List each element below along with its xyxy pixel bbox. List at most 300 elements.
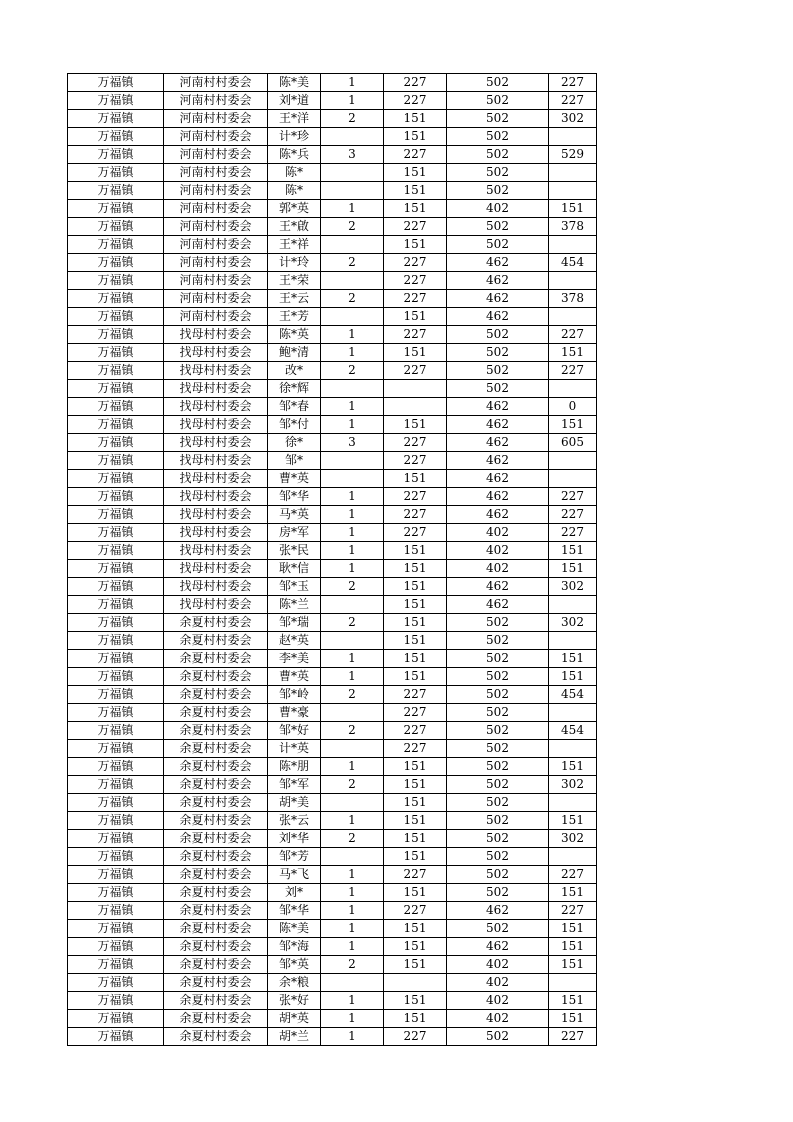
value-b-cell: 402 bbox=[447, 956, 549, 974]
name-cell: 胡*英 bbox=[268, 1010, 321, 1028]
value-a-cell: 151 bbox=[384, 992, 447, 1010]
name-cell: 余*粮 bbox=[268, 974, 321, 992]
town-cell: 万福镇 bbox=[68, 470, 164, 488]
total-cell: 151 bbox=[549, 956, 597, 974]
value-b-cell: 502 bbox=[447, 182, 549, 200]
value-a-cell: 151 bbox=[384, 128, 447, 146]
total-cell: 302 bbox=[549, 776, 597, 794]
table-row bbox=[68, 416, 597, 434]
count-cell bbox=[321, 596, 384, 614]
value-b-cell: 502 bbox=[447, 920, 549, 938]
value-a-cell: 227 bbox=[384, 902, 447, 920]
town-cell: 万福镇 bbox=[68, 488, 164, 506]
town-cell: 万福镇 bbox=[68, 254, 164, 272]
value-b-cell: 462 bbox=[447, 416, 549, 434]
table-row bbox=[68, 146, 597, 164]
value-a-cell: 227 bbox=[384, 866, 447, 884]
total-cell: 151 bbox=[549, 416, 597, 434]
town-cell: 万福镇 bbox=[68, 182, 164, 200]
village-cell: 余夏村村委会 bbox=[164, 1028, 268, 1046]
count-cell bbox=[321, 164, 384, 182]
name-cell: 曹*英 bbox=[268, 470, 321, 488]
value-a-cell: 151 bbox=[384, 758, 447, 776]
total-cell: 454 bbox=[549, 686, 597, 704]
village-cell: 余夏村村委会 bbox=[164, 632, 268, 650]
town-cell: 万福镇 bbox=[68, 110, 164, 128]
name-cell: 胡*兰 bbox=[268, 1028, 321, 1046]
name-cell: 邹*华 bbox=[268, 902, 321, 920]
value-b-cell: 502 bbox=[447, 92, 549, 110]
village-cell: 找母村村委会 bbox=[164, 542, 268, 560]
town-cell: 万福镇 bbox=[68, 434, 164, 452]
value-b-cell: 502 bbox=[447, 848, 549, 866]
town-cell: 万福镇 bbox=[68, 164, 164, 182]
value-a-cell: 227 bbox=[384, 326, 447, 344]
village-cell: 河南村村委会 bbox=[164, 146, 268, 164]
table-row bbox=[68, 578, 597, 596]
table-row bbox=[68, 128, 597, 146]
table-row bbox=[68, 470, 597, 488]
name-cell: 王*芳 bbox=[268, 308, 321, 326]
town-cell: 万福镇 bbox=[68, 812, 164, 830]
value-b-cell: 502 bbox=[447, 362, 549, 380]
table-row bbox=[68, 398, 597, 416]
count-cell: 1 bbox=[321, 650, 384, 668]
value-b-cell: 462 bbox=[447, 290, 549, 308]
village-cell: 余夏村村委会 bbox=[164, 830, 268, 848]
name-cell: 李*美 bbox=[268, 650, 321, 668]
value-a-cell: 227 bbox=[384, 218, 447, 236]
value-a-cell: 227 bbox=[384, 488, 447, 506]
count-cell: 1 bbox=[321, 74, 384, 92]
town-cell: 万福镇 bbox=[68, 578, 164, 596]
village-cell: 找母村村委会 bbox=[164, 326, 268, 344]
town-cell: 万福镇 bbox=[68, 92, 164, 110]
value-a-cell: 151 bbox=[384, 236, 447, 254]
count-cell: 1 bbox=[321, 1028, 384, 1046]
name-cell: 改* bbox=[268, 362, 321, 380]
village-cell: 找母村村委会 bbox=[164, 344, 268, 362]
village-cell: 余夏村村委会 bbox=[164, 956, 268, 974]
table-row bbox=[68, 956, 597, 974]
total-cell: 227 bbox=[549, 506, 597, 524]
count-cell: 1 bbox=[321, 992, 384, 1010]
village-cell: 余夏村村委会 bbox=[164, 974, 268, 992]
name-cell: 房*军 bbox=[268, 524, 321, 542]
value-a-cell: 227 bbox=[384, 74, 447, 92]
name-cell: 邹*岭 bbox=[268, 686, 321, 704]
name-cell: 郭*英 bbox=[268, 200, 321, 218]
town-cell: 万福镇 bbox=[68, 668, 164, 686]
name-cell: 刘* bbox=[268, 884, 321, 902]
value-a-cell: 227 bbox=[384, 686, 447, 704]
town-cell: 万福镇 bbox=[68, 884, 164, 902]
table-row bbox=[68, 866, 597, 884]
value-b-cell: 502 bbox=[447, 704, 549, 722]
count-cell: 2 bbox=[321, 362, 384, 380]
value-b-cell: 502 bbox=[447, 1028, 549, 1046]
count-cell: 1 bbox=[321, 92, 384, 110]
total-cell: 227 bbox=[549, 902, 597, 920]
table-row bbox=[68, 452, 597, 470]
town-cell: 万福镇 bbox=[68, 956, 164, 974]
village-cell: 找母村村委会 bbox=[164, 470, 268, 488]
value-a-cell: 227 bbox=[384, 362, 447, 380]
name-cell: 邹*付 bbox=[268, 416, 321, 434]
value-a-cell: 151 bbox=[384, 308, 447, 326]
table-row bbox=[68, 758, 597, 776]
value-a-cell: 227 bbox=[384, 722, 447, 740]
town-cell: 万福镇 bbox=[68, 704, 164, 722]
total-cell bbox=[549, 596, 597, 614]
village-cell: 找母村村委会 bbox=[164, 578, 268, 596]
table-row bbox=[68, 182, 597, 200]
town-cell: 万福镇 bbox=[68, 218, 164, 236]
village-cell: 余夏村村委会 bbox=[164, 668, 268, 686]
value-a-cell: 227 bbox=[384, 524, 447, 542]
name-cell: 王*云 bbox=[268, 290, 321, 308]
total-cell: 151 bbox=[549, 668, 597, 686]
value-b-cell: 502 bbox=[447, 776, 549, 794]
town-cell: 万福镇 bbox=[68, 722, 164, 740]
value-b-cell: 462 bbox=[447, 434, 549, 452]
village-cell: 河南村村委会 bbox=[164, 272, 268, 290]
town-cell: 万福镇 bbox=[68, 452, 164, 470]
town-cell: 万福镇 bbox=[68, 848, 164, 866]
value-b-cell: 502 bbox=[447, 146, 549, 164]
count-cell: 1 bbox=[321, 938, 384, 956]
value-b-cell: 502 bbox=[447, 164, 549, 182]
name-cell: 邹*英 bbox=[268, 956, 321, 974]
count-cell: 2 bbox=[321, 776, 384, 794]
table-row bbox=[68, 992, 597, 1010]
table-row bbox=[68, 560, 597, 578]
town-cell: 万福镇 bbox=[68, 686, 164, 704]
table-row bbox=[68, 920, 597, 938]
table-row bbox=[68, 722, 597, 740]
count-cell: 1 bbox=[321, 488, 384, 506]
value-b-cell: 502 bbox=[447, 344, 549, 362]
table-row bbox=[68, 650, 597, 668]
value-b-cell: 502 bbox=[447, 128, 549, 146]
value-a-cell: 151 bbox=[384, 668, 447, 686]
value-a-cell: 227 bbox=[384, 506, 447, 524]
name-cell: 曹*豪 bbox=[268, 704, 321, 722]
table-row bbox=[68, 632, 597, 650]
name-cell: 邹*玉 bbox=[268, 578, 321, 596]
value-b-cell: 462 bbox=[447, 452, 549, 470]
town-cell: 万福镇 bbox=[68, 938, 164, 956]
village-cell: 河南村村委会 bbox=[164, 182, 268, 200]
name-cell: 陈* bbox=[268, 182, 321, 200]
village-cell: 找母村村委会 bbox=[164, 434, 268, 452]
value-a-cell: 227 bbox=[384, 272, 447, 290]
value-a-cell: 227 bbox=[384, 434, 447, 452]
value-a-cell: 227 bbox=[384, 452, 447, 470]
count-cell: 2 bbox=[321, 254, 384, 272]
value-b-cell: 502 bbox=[447, 722, 549, 740]
value-b-cell: 462 bbox=[447, 578, 549, 596]
town-cell: 万福镇 bbox=[68, 776, 164, 794]
town-cell: 万福镇 bbox=[68, 506, 164, 524]
count-cell: 1 bbox=[321, 344, 384, 362]
town-cell: 万福镇 bbox=[68, 146, 164, 164]
value-a-cell: 151 bbox=[384, 470, 447, 488]
total-cell: 378 bbox=[549, 290, 597, 308]
town-cell: 万福镇 bbox=[68, 614, 164, 632]
total-cell bbox=[549, 380, 597, 398]
table-row bbox=[68, 614, 597, 632]
town-cell: 万福镇 bbox=[68, 398, 164, 416]
name-cell: 张*好 bbox=[268, 992, 321, 1010]
town-cell: 万福镇 bbox=[68, 128, 164, 146]
name-cell: 张*云 bbox=[268, 812, 321, 830]
value-b-cell: 502 bbox=[447, 830, 549, 848]
count-cell bbox=[321, 272, 384, 290]
count-cell: 3 bbox=[321, 146, 384, 164]
count-cell bbox=[321, 380, 384, 398]
count-cell bbox=[321, 794, 384, 812]
village-cell: 河南村村委会 bbox=[164, 308, 268, 326]
table-row bbox=[68, 704, 597, 722]
count-cell: 1 bbox=[321, 524, 384, 542]
total-cell: 151 bbox=[549, 200, 597, 218]
name-cell: 邹*瑞 bbox=[268, 614, 321, 632]
total-cell: 151 bbox=[549, 1010, 597, 1028]
count-cell: 1 bbox=[321, 560, 384, 578]
village-cell: 余夏村村委会 bbox=[164, 722, 268, 740]
total-cell: 378 bbox=[549, 218, 597, 236]
name-cell: 王*洋 bbox=[268, 110, 321, 128]
village-cell: 找母村村委会 bbox=[164, 506, 268, 524]
table-row bbox=[68, 1010, 597, 1028]
value-a-cell: 151 bbox=[384, 1010, 447, 1028]
table-row bbox=[68, 596, 597, 614]
table-row bbox=[68, 110, 597, 128]
total-cell: 227 bbox=[549, 326, 597, 344]
village-cell: 余夏村村委会 bbox=[164, 794, 268, 812]
village-cell: 河南村村委会 bbox=[164, 74, 268, 92]
name-cell: 刘*道 bbox=[268, 92, 321, 110]
village-cell: 余夏村村委会 bbox=[164, 686, 268, 704]
total-cell: 605 bbox=[549, 434, 597, 452]
total-cell: 151 bbox=[549, 812, 597, 830]
count-cell bbox=[321, 470, 384, 488]
value-a-cell: 151 bbox=[384, 164, 447, 182]
value-b-cell: 502 bbox=[447, 686, 549, 704]
total-cell: 151 bbox=[549, 560, 597, 578]
name-cell: 陈* bbox=[268, 164, 321, 182]
value-b-cell: 462 bbox=[447, 938, 549, 956]
value-a-cell: 151 bbox=[384, 416, 447, 434]
value-b-cell: 502 bbox=[447, 866, 549, 884]
total-cell: 227 bbox=[549, 524, 597, 542]
total-cell: 227 bbox=[549, 92, 597, 110]
name-cell: 赵*英 bbox=[268, 632, 321, 650]
table-row bbox=[68, 542, 597, 560]
village-cell: 余夏村村委会 bbox=[164, 650, 268, 668]
village-cell: 余夏村村委会 bbox=[164, 992, 268, 1010]
count-cell bbox=[321, 632, 384, 650]
village-cell: 余夏村村委会 bbox=[164, 704, 268, 722]
value-b-cell: 402 bbox=[447, 200, 549, 218]
value-a-cell bbox=[384, 398, 447, 416]
village-cell: 找母村村委会 bbox=[164, 362, 268, 380]
value-a-cell: 151 bbox=[384, 920, 447, 938]
count-cell bbox=[321, 236, 384, 254]
village-cell: 找母村村委会 bbox=[164, 380, 268, 398]
value-a-cell bbox=[384, 380, 447, 398]
value-a-cell: 151 bbox=[384, 542, 447, 560]
name-cell: 邹*华 bbox=[268, 488, 321, 506]
name-cell: 张*民 bbox=[268, 542, 321, 560]
total-cell bbox=[549, 452, 597, 470]
table-row bbox=[68, 506, 597, 524]
table-row bbox=[68, 362, 597, 380]
total-cell: 227 bbox=[549, 488, 597, 506]
total-cell: 227 bbox=[549, 866, 597, 884]
table-row bbox=[68, 434, 597, 452]
town-cell: 万福镇 bbox=[68, 560, 164, 578]
value-a-cell: 227 bbox=[384, 1028, 447, 1046]
total-cell: 302 bbox=[549, 578, 597, 596]
value-a-cell: 151 bbox=[384, 938, 447, 956]
value-a-cell: 151 bbox=[384, 776, 447, 794]
total-cell: 302 bbox=[549, 614, 597, 632]
total-cell: 151 bbox=[549, 884, 597, 902]
value-a-cell: 151 bbox=[384, 614, 447, 632]
village-cell: 余夏村村委会 bbox=[164, 758, 268, 776]
value-a-cell: 151 bbox=[384, 848, 447, 866]
town-cell: 万福镇 bbox=[68, 272, 164, 290]
name-cell: 陈*美 bbox=[268, 920, 321, 938]
town-cell: 万福镇 bbox=[68, 794, 164, 812]
table-row bbox=[68, 272, 597, 290]
count-cell: 1 bbox=[321, 866, 384, 884]
town-cell: 万福镇 bbox=[68, 830, 164, 848]
total-cell bbox=[549, 128, 597, 146]
count-cell: 2 bbox=[321, 290, 384, 308]
count-cell bbox=[321, 452, 384, 470]
table-row bbox=[68, 524, 597, 542]
name-cell: 鲍*清 bbox=[268, 344, 321, 362]
name-cell: 陈*兰 bbox=[268, 596, 321, 614]
name-cell: 邹*好 bbox=[268, 722, 321, 740]
value-b-cell: 502 bbox=[447, 326, 549, 344]
town-cell: 万福镇 bbox=[68, 236, 164, 254]
village-cell: 余夏村村委会 bbox=[164, 1010, 268, 1028]
total-cell bbox=[549, 740, 597, 758]
village-cell: 余夏村村委会 bbox=[164, 902, 268, 920]
village-cell: 找母村村委会 bbox=[164, 560, 268, 578]
count-cell: 1 bbox=[321, 506, 384, 524]
value-b-cell: 402 bbox=[447, 1010, 549, 1028]
total-cell: 227 bbox=[549, 362, 597, 380]
name-cell: 马*英 bbox=[268, 506, 321, 524]
count-cell bbox=[321, 308, 384, 326]
total-cell: 302 bbox=[549, 110, 597, 128]
town-cell: 万福镇 bbox=[68, 992, 164, 1010]
town-cell: 万福镇 bbox=[68, 632, 164, 650]
name-cell: 王*啟 bbox=[268, 218, 321, 236]
village-cell: 余夏村村委会 bbox=[164, 614, 268, 632]
value-a-cell: 151 bbox=[384, 884, 447, 902]
value-b-cell: 462 bbox=[447, 902, 549, 920]
name-cell: 邹*芳 bbox=[268, 848, 321, 866]
village-cell: 找母村村委会 bbox=[164, 488, 268, 506]
value-b-cell: 502 bbox=[447, 614, 549, 632]
total-cell: 151 bbox=[549, 344, 597, 362]
town-cell: 万福镇 bbox=[68, 74, 164, 92]
town-cell: 万福镇 bbox=[68, 416, 164, 434]
town-cell: 万福镇 bbox=[68, 308, 164, 326]
name-cell: 王*荣 bbox=[268, 272, 321, 290]
table-row bbox=[68, 938, 597, 956]
value-a-cell: 227 bbox=[384, 254, 447, 272]
value-a-cell: 227 bbox=[384, 290, 447, 308]
count-cell: 1 bbox=[321, 542, 384, 560]
table-row bbox=[68, 236, 597, 254]
count-cell: 1 bbox=[321, 812, 384, 830]
table-row bbox=[68, 290, 597, 308]
count-cell: 1 bbox=[321, 398, 384, 416]
value-b-cell: 462 bbox=[447, 596, 549, 614]
value-a-cell: 151 bbox=[384, 344, 447, 362]
table-row bbox=[68, 74, 597, 92]
name-cell: 陈*英 bbox=[268, 326, 321, 344]
value-b-cell: 402 bbox=[447, 560, 549, 578]
total-cell: 151 bbox=[549, 650, 597, 668]
name-cell: 曹*英 bbox=[268, 668, 321, 686]
value-b-cell: 402 bbox=[447, 542, 549, 560]
village-cell: 余夏村村委会 bbox=[164, 848, 268, 866]
value-b-cell: 502 bbox=[447, 380, 549, 398]
town-cell: 万福镇 bbox=[68, 650, 164, 668]
name-cell: 徐* bbox=[268, 434, 321, 452]
village-cell: 河南村村委会 bbox=[164, 218, 268, 236]
count-cell: 2 bbox=[321, 110, 384, 128]
total-cell: 151 bbox=[549, 920, 597, 938]
table-row bbox=[68, 200, 597, 218]
value-b-cell: 502 bbox=[447, 632, 549, 650]
total-cell bbox=[549, 704, 597, 722]
name-cell: 邹* bbox=[268, 452, 321, 470]
count-cell: 2 bbox=[321, 722, 384, 740]
town-cell: 万福镇 bbox=[68, 740, 164, 758]
count-cell bbox=[321, 704, 384, 722]
name-cell: 马*飞 bbox=[268, 866, 321, 884]
table-row bbox=[68, 1028, 597, 1046]
town-cell: 万福镇 bbox=[68, 1010, 164, 1028]
town-cell: 万福镇 bbox=[68, 380, 164, 398]
village-cell: 余夏村村委会 bbox=[164, 938, 268, 956]
name-cell: 陈*美 bbox=[268, 74, 321, 92]
table-row bbox=[68, 776, 597, 794]
value-b-cell: 462 bbox=[447, 506, 549, 524]
value-b-cell: 462 bbox=[447, 272, 549, 290]
village-cell: 河南村村委会 bbox=[164, 290, 268, 308]
count-cell: 1 bbox=[321, 416, 384, 434]
count-cell: 1 bbox=[321, 200, 384, 218]
village-cell: 余夏村村委会 bbox=[164, 920, 268, 938]
count-cell bbox=[321, 848, 384, 866]
count-cell: 1 bbox=[321, 902, 384, 920]
village-cell: 河南村村委会 bbox=[164, 110, 268, 128]
value-b-cell: 502 bbox=[447, 812, 549, 830]
value-b-cell: 462 bbox=[447, 470, 549, 488]
town-cell: 万福镇 bbox=[68, 758, 164, 776]
count-cell bbox=[321, 740, 384, 758]
